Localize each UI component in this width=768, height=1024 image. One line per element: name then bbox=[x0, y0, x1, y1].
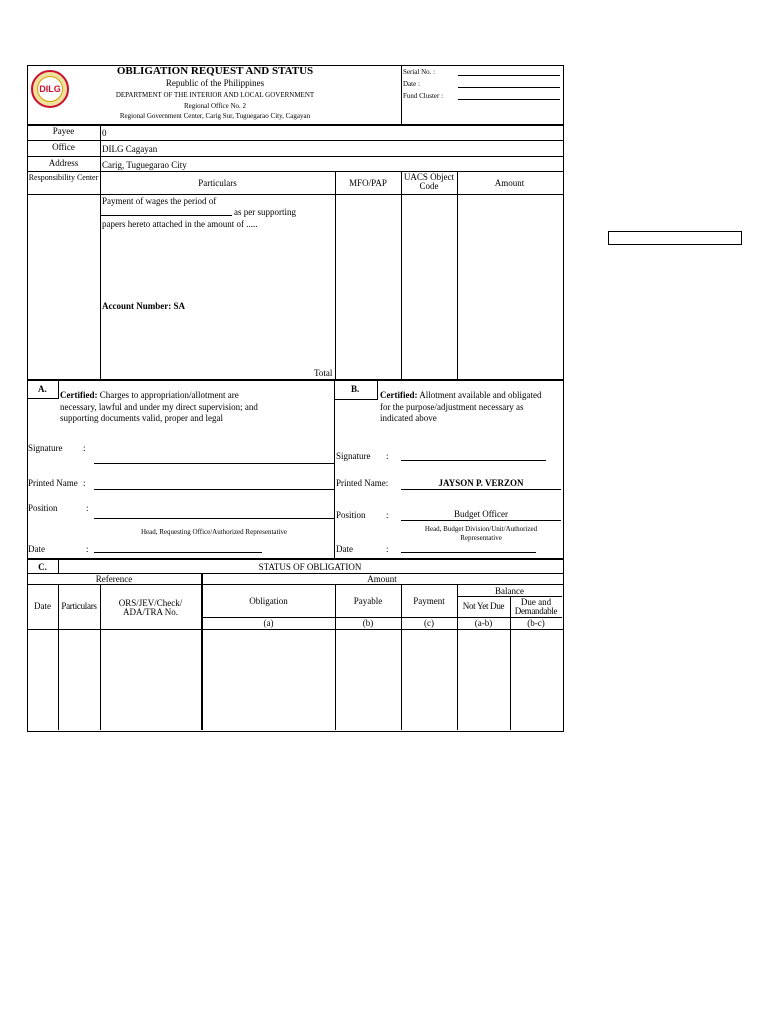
section-a-text2: necessary, lawful and under my direct supervision; and bbox=[60, 402, 258, 412]
particulars-col-header: Particulars bbox=[61, 601, 97, 611]
particulars-header: Particulars bbox=[198, 178, 237, 188]
department-text: DEPARTMENT OF THE INTERIOR AND LOCAL GOVERNMENT bbox=[115, 91, 315, 99]
section-a-position-line[interactable] bbox=[94, 518, 334, 519]
section-b-position-value[interactable]: Budget Officer bbox=[453, 509, 509, 519]
particulars-line1: Payment of wages the period of bbox=[102, 196, 217, 206]
not-yet-due-header: Not Yet Due bbox=[462, 601, 505, 611]
obligation-col-header: Obligation bbox=[249, 596, 288, 606]
payee-value[interactable]: 0 bbox=[102, 128, 107, 138]
section-a-signature-line[interactable] bbox=[94, 463, 334, 464]
date-label: Date : bbox=[403, 80, 420, 88]
ors-col-header-1: ORS/JEV/Check/ bbox=[118, 598, 183, 608]
particulars-line2: as per supporting bbox=[234, 207, 296, 217]
empty-side-box bbox=[608, 231, 742, 245]
section-a-position-label: Position bbox=[28, 503, 58, 513]
due-header-1: Due and bbox=[520, 597, 552, 607]
serial-label: Serial No. : bbox=[403, 68, 436, 76]
account-number: Account Number: SA bbox=[102, 301, 185, 311]
payment-col-header: Payment bbox=[413, 596, 445, 606]
code-c: (c) bbox=[424, 618, 434, 628]
republic-text: Republic of the Philippines bbox=[165, 78, 265, 88]
section-a-date-line[interactable] bbox=[94, 552, 262, 553]
code-bc: (b-c) bbox=[527, 618, 545, 628]
code-a: (a) bbox=[263, 618, 274, 628]
date-col-header: Date bbox=[34, 601, 51, 611]
amount-header: Amount bbox=[494, 178, 525, 188]
due-header-2: Demandable bbox=[514, 606, 558, 616]
regional-office-text: Regional Office No. 2 bbox=[183, 102, 247, 110]
reference-header: Reference bbox=[95, 574, 133, 584]
address-label: Address bbox=[48, 158, 79, 168]
particulars-line3: papers hereto attached in the amount of ..... bbox=[102, 219, 258, 229]
section-a-signature-label: Signature bbox=[28, 443, 63, 453]
section-b-letter: B. bbox=[351, 384, 360, 394]
section-b-text1: Certified: Allotment available and obligated bbox=[380, 390, 542, 400]
ors-col-header-2: ADA/TRA No. bbox=[122, 607, 178, 617]
section-a-printed-name-label: Printed Name bbox=[28, 478, 78, 488]
section-b-signature-label: Signature bbox=[336, 451, 371, 461]
fund-cluster-label: Fund Cluster : bbox=[403, 92, 444, 100]
total-label: Total bbox=[314, 368, 333, 378]
section-b-printed-name-label: Printed Name: bbox=[336, 478, 389, 488]
code-ab: (a-b) bbox=[474, 618, 493, 628]
section-b-name-value[interactable]: JAYSON P. VERZON bbox=[438, 478, 524, 488]
section-b-date-line[interactable] bbox=[401, 552, 536, 553]
resp-center-header: Responsibility Center bbox=[28, 173, 99, 182]
section-b-position-caption1: Head, Budget Division/Unit/Authorized bbox=[424, 525, 538, 533]
logo-text: DILG bbox=[39, 84, 61, 94]
section-b-signature-line[interactable] bbox=[401, 460, 546, 461]
dilg-logo bbox=[31, 70, 69, 108]
mfo-header: MFO/PAP bbox=[349, 178, 387, 188]
address-value[interactable]: Carig, Tuguegarao City bbox=[102, 160, 187, 170]
code-b: (b) bbox=[362, 618, 374, 628]
section-a-date-label: Date bbox=[28, 544, 45, 554]
section-b-date-label: Date bbox=[336, 544, 353, 554]
section-a-letter: A. bbox=[38, 384, 47, 394]
header-address-text: Regional Government Center, Carig Sur, Tuguegarao City, Cagayan bbox=[119, 112, 311, 120]
office-label: Office bbox=[52, 142, 75, 152]
section-a-printed-name-line[interactable] bbox=[94, 489, 334, 490]
section-b-position-caption2: Representative bbox=[460, 534, 502, 542]
amount-header-c: Amount bbox=[367, 574, 397, 584]
section-a-text1: Certified: Charges to appropriation/allotment are bbox=[60, 390, 239, 400]
payable-col-header: Payable bbox=[353, 596, 383, 606]
office-value[interactable]: DILG Cagayan bbox=[102, 144, 158, 154]
header-divider bbox=[401, 65, 402, 124]
section-b-position-label: Position bbox=[336, 510, 366, 520]
uacs-header: UACS Object Code bbox=[403, 172, 455, 191]
section-b-text2: for the purpose/adjustment necessary as bbox=[380, 402, 524, 412]
payee-label: Payee bbox=[52, 126, 75, 136]
section-c-letter: C. bbox=[38, 562, 47, 572]
section-c-title: STATUS OF OBLIGATION bbox=[258, 562, 362, 572]
balance-header: Balance bbox=[495, 586, 524, 596]
section-b-text3: indicated above bbox=[380, 413, 437, 423]
section-a-text3: supporting documents valid, proper and legal bbox=[60, 413, 223, 423]
section-a-position-caption: Head, Requesting Office/Authorized Representative bbox=[140, 528, 288, 536]
form-title: OBLIGATION REQUEST AND STATUS bbox=[116, 65, 314, 77]
